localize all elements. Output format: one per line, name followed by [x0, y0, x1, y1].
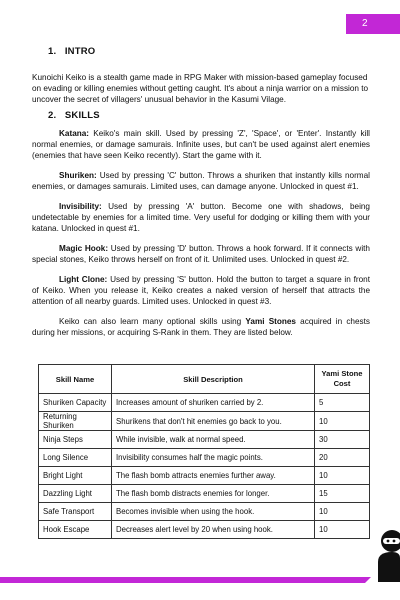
cell-skill-name: Returning Shuriken: [39, 412, 112, 431]
section-title: INTRO: [64, 46, 96, 57]
intro-text: Kunoichi Keiko is a stealth game made in RPG Maker with mission-based gameplay focused on evading or killing enemies without getting caught. It's about a ninja warrior on a mission to uncover the secret of villagers' unusual behavior in the Kasumi Vilage.: [32, 73, 369, 104]
skill-desc: Used by pressing 'D' button. Throws a hook forward. If it connects with special stones, Keiko throws herself on front of it. Unlimited uses. Unlocked in quest #2.: [32, 244, 370, 264]
skill-name: Invisibility:: [59, 202, 102, 211]
cell-cost: 10: [315, 521, 370, 539]
ninja-silhouette-icon: [372, 528, 400, 582]
cell-cost: 10: [315, 467, 370, 485]
skill-desc: Used by pressing 'S' button. Hold the button to target a square in front of Keiko. When you release it, Keiko creates a naked version of herself that attracts the attention of all nearby guards. Limited uses. Unlocked in quest #3.: [32, 275, 370, 306]
table-header-row: [39, 365, 370, 394]
section-number: 2.: [48, 110, 57, 121]
table-row: [39, 485, 370, 503]
skill-magic-hook: [32, 243, 370, 265]
cell-skill-name: Dazzling Light: [39, 485, 112, 503]
footer-accent-bar: [0, 577, 365, 583]
skill-name: Katana:: [59, 129, 90, 138]
cell-skill-description: Shurikens that don't hit enemies go back to you.: [112, 412, 315, 431]
header-yami-stone-cost: Yami Stone Cost: [315, 365, 370, 394]
cell-skill-description: Decreases alert level by 20 when using hook.: [112, 521, 315, 539]
optional-skills-table: [38, 364, 370, 539]
skill-desc: Used by pressing 'A' button. Become one with shadows, being undetectable by enemies for a limited time. Very useful for dodging or killing them with your katana. Unlocked in quest #1.: [32, 202, 370, 233]
skill-desc: Used by pressing 'C' button. Throws a shuriken that instantly kills normal enemies, or damages samurais. Limited uses, can damage anyone. Unlocked in quest #1.: [32, 171, 370, 191]
section-heading-intro: [48, 46, 95, 57]
cell-skill-name: Ninja Steps: [39, 431, 112, 449]
table-row: [39, 467, 370, 485]
cell-skill-description: Increases amount of shuriken carried by 2.: [112, 394, 315, 412]
page-number: 2: [362, 18, 368, 29]
skill-name: Magic Hook:: [59, 244, 109, 253]
cell-skill-description: Invisibility consumes half the magic points.: [112, 449, 315, 467]
table-row: [39, 431, 370, 449]
intro-section: [32, 72, 370, 105]
cell-cost: 20: [315, 449, 370, 467]
cell-skill-description: Becomes invisible when using the hook.: [112, 503, 315, 521]
header-skill-name: Skill Name: [39, 365, 112, 394]
skill-katana: [32, 128, 370, 161]
cell-skill-description: The flash bomb attracts enemies further away.: [112, 467, 315, 485]
section-heading-skills: [48, 110, 100, 121]
yami-stones-paragraph: [32, 316, 370, 338]
table-row: [39, 503, 370, 521]
skill-desc: Keiko's main skill. Used by pressing 'Z', 'Space', or 'Enter'. Instantly kill normal enemies, or damage samurais. Infinite uses, but can't be used against alert enemies (enemies that have seen Keiko recently). Start the game with it.: [32, 129, 370, 160]
table-row: [39, 449, 370, 467]
section-title: SKILLS: [64, 110, 100, 121]
cell-skill-name: Bright Light: [39, 467, 112, 485]
outro-pre: Keiko can also learn many optional skills using: [59, 317, 246, 326]
table-row: [39, 521, 370, 539]
cell-cost: 10: [315, 412, 370, 431]
outro-post: acquired in chests during her missions, or acquiring S-Rank in them. They are listed below.: [32, 317, 370, 337]
cell-skill-description: While invisible, walk at normal speed.: [112, 431, 315, 449]
table-row: [39, 394, 370, 412]
cell-skill-name: Hook Escape: [39, 521, 112, 539]
cell-skill-name: Long Silence: [39, 449, 112, 467]
table-row: [39, 412, 370, 431]
header-skill-description: Skill Description: [112, 365, 315, 394]
skill-name: Light Clone:: [59, 275, 108, 284]
skill-shuriken: [32, 170, 370, 192]
cell-cost: 30: [315, 431, 370, 449]
skill-light-clone: [32, 274, 370, 307]
cell-skill-description: The flash bomb distracts enemies for longer.: [112, 485, 315, 503]
cell-skill-name: Shuriken Capacity: [39, 394, 112, 412]
page-number-tab: [346, 14, 400, 34]
skills-section: [32, 128, 370, 347]
skill-invisibility: [32, 201, 370, 234]
cell-skill-name: Safe Transport: [39, 503, 112, 521]
section-number: 1.: [48, 46, 57, 57]
cell-cost: 5: [315, 394, 370, 412]
skill-name: Shuriken:: [59, 171, 97, 180]
cell-cost: 10: [315, 503, 370, 521]
cell-cost: 15: [315, 485, 370, 503]
yami-stones-term: Yami Stones: [245, 317, 296, 326]
